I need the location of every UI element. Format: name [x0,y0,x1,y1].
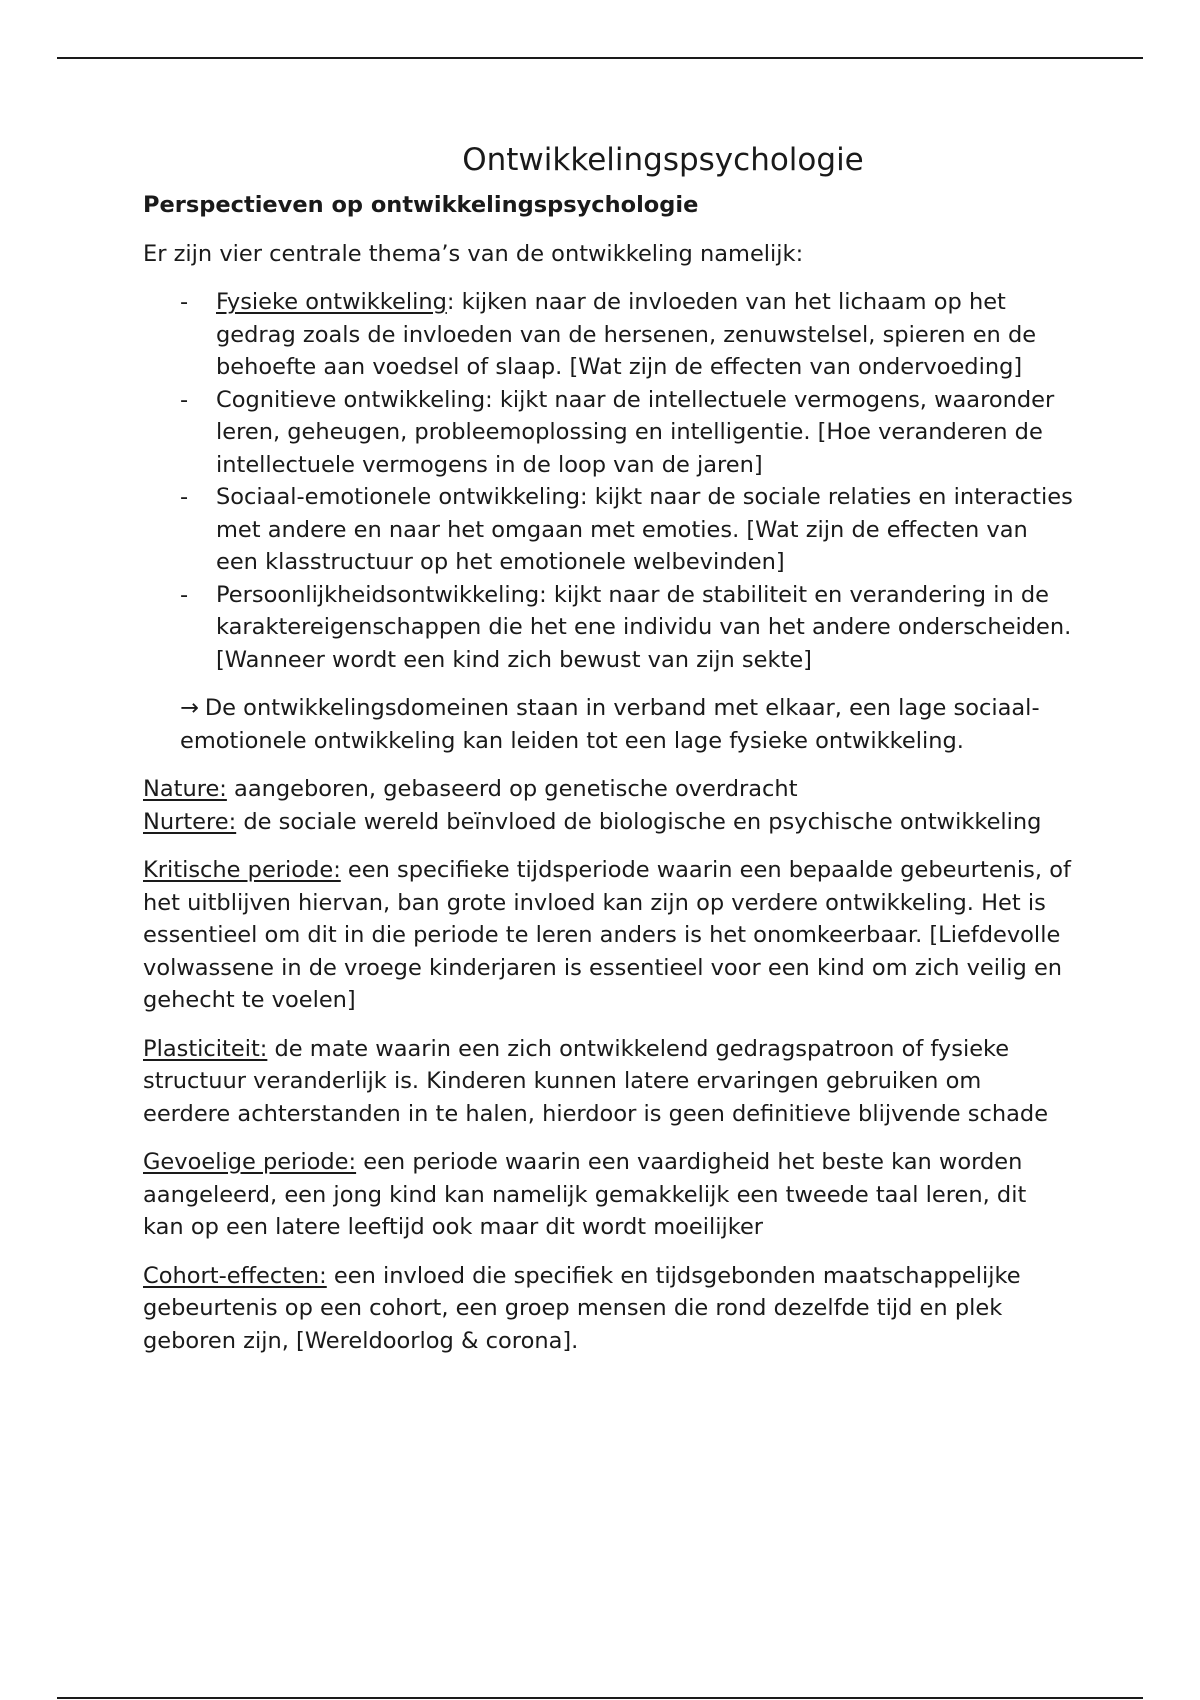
definition-text: de sociale wereld beïnvloed de biologische en psychische ontwikkeling [236,808,1042,835]
term-label: Plasticiteit: [143,1035,268,1062]
term-label: Cohort-effecten: [143,1262,327,1289]
list-item-text: : kijken naar de invloeden van het lichaam op het gedrag zoals de invloeden van de hersenen, zenuwstelsel, spieren en de behoefte aan voedsel of slaap. [Wat zijn de effecten van ondervoeding] [216,289,1037,380]
list-item [143,579,1073,677]
term-label: Nurtere: [143,808,237,835]
list-item [143,481,1073,579]
definition-text: de mate waarin een zich ontwikkelend gedragspatroon of fysieke structuur veranderlijk is. Kinderen kunnen latere ervaringen gebruiken om eerdere achterstanden in te halen, hierdoor is geen definitieve blijvende schade [143,1035,1049,1127]
definition-text: een invloed die specifiek en tijdsgebonden maatschappelijke gebeurtenis op een cohort, een groep mensen die rond dezelfde tijd en plek geboren zijn, [Wereldoorlog & corona]. [143,1262,1021,1354]
intro-paragraph: Er zijn vier centrale thema’s van de ontwikkeling namelijk: [143,240,804,267]
definition-gevoelige-periode [143,1146,1073,1244]
list-dash: - [180,484,189,510]
list-item-text: Persoonlijkheidsontwikkeling: kijkt naar de stabiliteit en verandering in de karaktereigenschappen die het ene individu van het andere onderscheiden. [Wanneer wordt een kind zich bewust van zijn sekte] [216,581,1072,673]
list-dash: - [180,581,189,608]
term-label: Fysieke ontwikkeling [216,289,447,315]
definition-cohort-effecten [143,1260,1073,1358]
definition-text: een specifieke tijdsperiode waarin een bepaalde gebeurtenis, of het uitblijven hiervan, ban grote invloed kan zijn op verdere ontwikkeling. Het is essentieel om dit in die periode te leren anders is het onomkeerbaar. [Liefdevolle volwassene in de vroege kinderjaren is essentieel voor een kind om zich veilig en gehecht te voelen] [143,857,1071,1013]
domain-note [143,692,1073,757]
list-item [143,384,1073,482]
list-item-text: Sociaal-emotionele ontwikkeling: kijkt naar de sociale relaties en interacties met andere en naar het omgaan met emoties. [Wat zijn de effecten van een klasstructuur op het emotionele welbevinden] [216,484,1073,575]
document-body [143,140,1073,1373]
header-rule [57,57,1143,59]
list-item [143,286,1073,384]
definition-text: een periode waarin een vaardigheid het beste kan worden aangeleerd, een jong kind kan namelijk gemakkelijk een tweede taal leren, dit kan op een latere leeftijd ook maar dit wordt moeilijker [143,1149,1027,1240]
note-text: De ontwikkelingsdomeinen staan in verband met elkaar, een lage sociaal-emotionele ontwikkeling kan leiden tot een lage fysieke ontwikkeling. [180,695,1040,754]
term-label: Nature: [143,776,227,802]
nature-definition [143,773,1073,806]
list-item-text: Cognitieve ontwikkeling: kijkt naar de intellectuele vermogens, waaronder leren, geheugen, probleemoplossing en intelligentie. [Hoe veranderen de intellectuele vermogens in de loop van de jaren] [216,386,1055,478]
definition-text: aangeboren, gebaseerd op genetische overdracht [226,776,798,802]
themes-list [143,286,1073,676]
list-dash: - [180,289,189,315]
footer-rule [57,1697,1143,1699]
page-title: Ontwikkelingspsychologie [462,142,864,178]
term-label: Gevoelige periode: [143,1149,357,1175]
term-label: Kritische periode: [143,857,341,883]
list-dash: - [180,386,189,413]
arrow-right-icon: → [180,695,199,721]
definition-plasticiteit [143,1033,1073,1131]
nurture-definition [143,806,1073,839]
section-heading: Perspectieven op ontwikkelingspsychologie [143,192,699,218]
definition-kritische-periode [143,854,1073,1017]
